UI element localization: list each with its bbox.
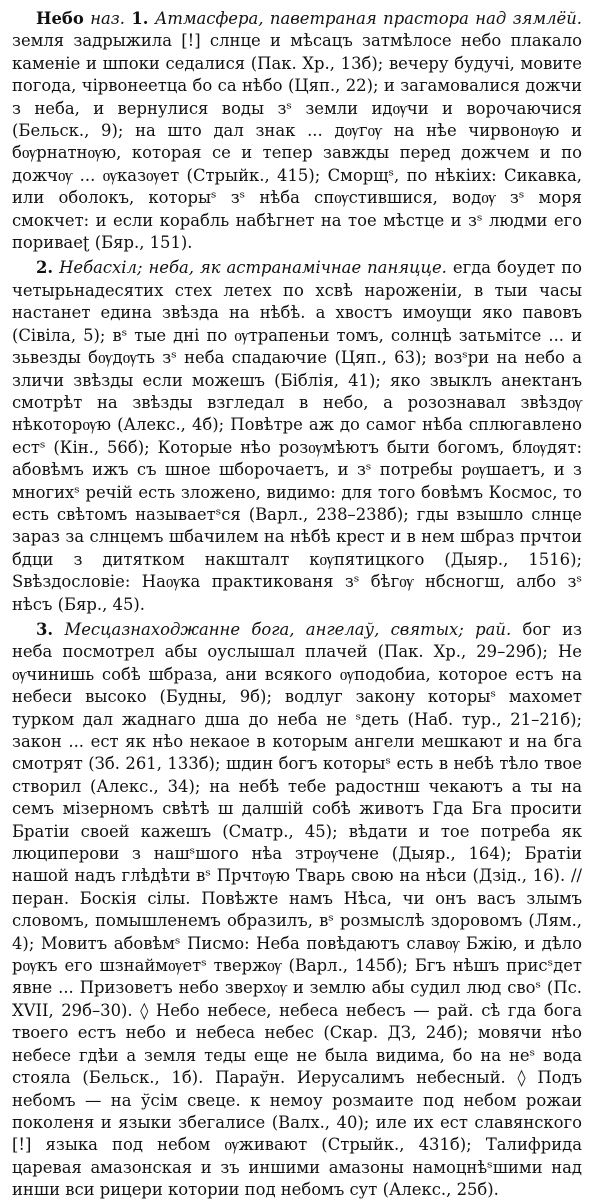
sense-number: 2. <box>36 258 54 278</box>
sense-gloss: Месцазнаходжанне бога, ангелаў, святых; рай. <box>64 619 512 639</box>
sense-2 <box>12 257 582 616</box>
sense-3 <box>12 619 582 1202</box>
sense-gloss: Атмасфера, паветраная прастора над зямлёй. <box>154 9 582 28</box>
sense-1 <box>12 8 582 254</box>
headword: Небо <box>36 9 84 28</box>
sense-number: 1. <box>131 9 149 28</box>
sense-gloss: Небасхіл; неба, як астранамічнае паняцце. <box>59 258 447 278</box>
grammar-label: наз. <box>90 9 125 28</box>
sense-citations: егда боудет по четырьнадесятих стех летех по хсвѣ нароженіи, в тыи часы настанет едина звѣзда на нѣбѣ. а хвостъ имоущи яко павовъ (Сівіла, 5); вˢ тые дні по ѹтрапеньи томъ, солнцѣ затьмітсе ... и зьвезды бѹдѹть зˢ неба спадаючие (Цяп., 63); возˢри на небо а зличи звѣзды если можешъ (Біблія, 41); яко звыклъ анектанъ смотрѣт на звѣзды взгледал в небо, а розознавал звѣздѹ нѣкоторѹю (Алекс., 4б); Повѣтре аж до самог нѣба сплюгавлено естˢ (Кін., 56б); Которые нѣо розѹмѣютъ быти богомъ, блѹдят: абовѣмъ ижъ съ шное шборочаетъ, и зˢ потребы рѹшаетъ, и з многихˢ речій есть зложено, видимо: для того бовѣмъ Космос, то есть свѣтомъ называетˢся (Варл., 238–238б); гды взышло слнце зараз за слнцемъ шбачилем на нѣбѣ крест и в нем шбраз прчтои бдци з дитятком накшталт кѹпятицкого (Дыяр., 1516); Sвѣздословіе: Наѹка практикованя зˢ бѣгѹ нбсногш, албо зˢ нѣсъ (Бяр., 45). <box>12 258 582 614</box>
sense-citations: земля задрыжила [!] слнце и мѣсацъ затмѣлосе небо плакало каменіе и шпоки седалися (Пак. Хр., 13б); вечеру будучі, мовите погода, чірвонеетца бо са нѣбо (Цяп., 22); и загамовалися дожчи з неба, и вернулися воды зˢ земли идѹчи и ворочаючися (Бельск., 9); на што дал знак ... дѹгѹ на нѣе чирвонѹю и бѹрнатнѹю, которая се и тепер завжды перед дожчем и по дожчѹ ... ѹказѹет (Стрыйк., 415); Сморщˢ, по нѣкіих: Сикавка, или оболокъ, которыˢ зˢ нѣба спѹстившися, водѹ зˢ моря смокчет: и если корабль набѣгнет на тое мѣстце и зˢ людми его пориваеʈ (Бяр., 151). <box>12 31 582 253</box>
sense-citations: бог из неба посмотрел абы оуслышал плачей (Пак. Хр., 29–29б); Не ѹчинишь собѣ шбраза, ани всякого ѹподобиа, которое естъ на небеси высоко (Будны, 9б); водлуг закону которыˢ махомет турком дал жаднаго дша до неба не ˢдеть (Наб. тур., 21–21б); закон ... ест як нѣо некаое в которым ангели мешкают и на бга смотрят (Зб. 261, 133б); шдин богъ которыˢ есть в небѣ тѣло твое створил (Алекс., 34); на небѣ тебе радостнш чекаютъ а ты на семъ мізерномъ свѣтѣ ш далшій собѣ животъ Гда Бга просити Братіи своей кажешъ (Сматр., 45); вѣдати и тое потреба як люциперови з нашˢшого нѣа зтрѹчене (Дыяр., 164); Братіи нашой надъ глѣдѣти вˢ Прчтѹю Тварь свою на нѣси (Дзід., 16). // перан. Боскія сілы. Повѣжте намъ Нѣса, чи онъ васъ злымъ словомъ, помышленемъ образилъ, вˢ розмыслѣ здоровомъ (Лям., 4); Мовитъ абовѣмˢ Писмо: Неба повѣдаютъ славѹ Бжію, и дѣло рѹкъ его шзнаймѹетˢ твержѹ (Варл., 145б); Бгъ нѣшъ присˢдет явне ... Призоветъ небо зверхѹ и землю абы судил люд своˢ (Пс. XVII, 29б–30). ◊ Небо небесе, небеса небесъ — рай. сѣ гда бога твоего естъ небо и небеса небес (Скар. ДЗ, 24б); мовячи нѣо небесе гдѣи а земля теды еще не была видима, бо на неˢ вода стояла (Бельск., 1б). Параўн. Иерусалимъ небесный. ◊ Подъ небомъ — на ўсім свеце. к немоу розмаите под небом рожаи поколеня и языки збегалисе (Валх., 40); иле их ест славянского [!] языка под небом ѹживают (Стрыйк., 431б); Талифрида царевая амазонская и зъ иншими амазоны намоцнѣˢшими над инши вси рицери котории под небомъ сут (Алекс., 25б). <box>12 619 583 1200</box>
sense-number: 3. <box>36 619 54 639</box>
